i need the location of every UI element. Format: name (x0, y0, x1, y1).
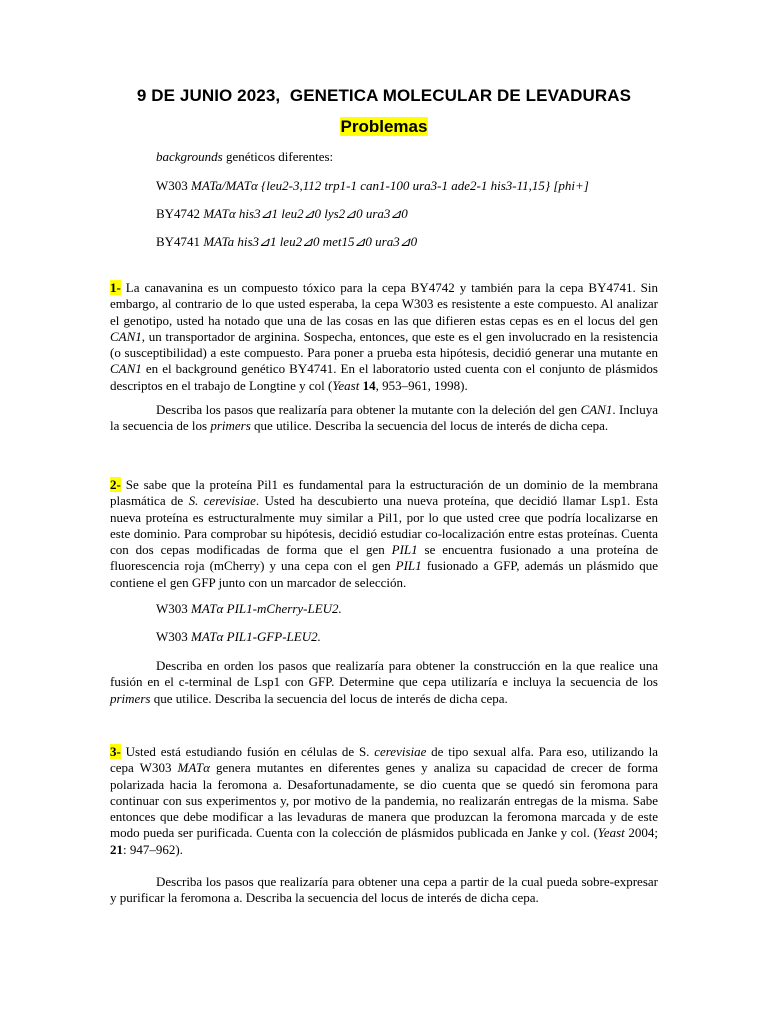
text: Describa en orden los pasos que realizaría para obtener la construcción en la que realice una fusión en el c-terminal de Lsp1 con GFP. Determine que cepa utilizaría e incluya la secuencia de los (110, 658, 658, 690)
mating-type: MATα (177, 760, 210, 776)
problem-3-question (110, 874, 658, 907)
text: La canavanina es un compuesto tóxico para la cepa BY4742 y también para la cepa BY4741. Sin embargo, al contrario de lo que usted esperaba, la cepa W303 es resistente a este compuesto. Al analizar el genotipo, usted ha notado que una de las cosas en las que difieren estas cepas es en el locus del gen (110, 280, 658, 328)
strain-genotype: MATα his3⊿1 leu2⊿0 lys2⊿0 ura3⊿0 (203, 206, 408, 221)
page-subtitle: Problemas (340, 117, 428, 136)
strain-pil1-gfp (156, 629, 321, 645)
strain-genotype: MATα PIL1-GFP-LEU2. (191, 629, 321, 644)
journal-name: Yeast (332, 377, 360, 393)
text: se encuentra fusionado a una proteína de fluorescencia roja (mCherry) y una cepa con el gen (110, 542, 658, 574)
term: primers (210, 418, 251, 434)
strain-w303 (156, 178, 589, 194)
text: genera mutantes en diferentes genes y analiza su capacidad de crecer de forma polarizada hacia la feromona a. Desafortunadamente, se dio cuenta que se quedó sin feromona para continuar con sus experimentos y, por motivo de la pandemia, no realizarán entregas de la misma. Sabe entonces que debe modificar a las levaduras de manera que produzcan la feromona marcada y de este modo pueda ser purificada. Cuenta con la colección de plásmidos publicada en Janke y col. ( (110, 760, 658, 841)
strain-by4742 (156, 206, 408, 222)
strain-genotype: MATa/MATα {leu2-3,112 trp1-1 can1-100 ura3-1 ade2-1 his3-11,15} [phi+] (191, 178, 589, 193)
strain-genotype: MATα PIL1-mCherry-LEU2. (191, 601, 342, 616)
page-title: 9 DE JUNIO 2023, GENETICA MOLECULAR DE LEVADURAS (136, 86, 632, 105)
problem-number: 3- (110, 744, 121, 759)
subtitle-wrap (0, 117, 768, 137)
text: , 953–961, 1998). (375, 377, 468, 393)
journal-name: Yeast (597, 825, 625, 841)
problem-3-statement (110, 744, 658, 858)
text: Describa los pasos que realizaría para obtener la mutante con la deleción del gen (156, 402, 581, 417)
backgrounds-word: backgrounds (156, 149, 223, 164)
species-name: cerevisiae (374, 744, 427, 759)
gene-name: CAN1 (580, 402, 613, 417)
problem-2-question (110, 658, 658, 707)
strain-by4741 (156, 234, 417, 250)
text: Describa los pasos que realizaría para obtener una cepa a partir de la cual pueda sobre-expresar y purificar la feromona a. Describa la secuencia del locus de interés de dicha cepa. (110, 874, 658, 906)
volume: 14 (362, 377, 376, 393)
volume: 21 (110, 841, 123, 857)
text: Se sabe que la proteína Pil1 es fundamental para la estructuración de un dominio de la membrana plasmática de (110, 477, 658, 509)
text: , un transportador de arginina. Sospecha, entonces, que este es el gen involucrado en la resistencia (o susceptibilidad) a este compuesto. Para poner a prueba esta hipótesis, decidió generar una mutante en (110, 328, 658, 361)
strain-genotype: MATa his3⊿1 leu2⊿0 met15⊿0 ura3⊿0 (203, 234, 418, 249)
problem-2-statement (110, 477, 658, 591)
problem-1-question (110, 402, 658, 435)
term: primers (110, 690, 151, 706)
text: fusionado a GFP, además un plásmido que contiene el gen GFP junto con un marcador de selección. (110, 558, 658, 590)
strain-pil1-mcherry (156, 601, 342, 617)
gene-name: CAN1 (110, 328, 142, 344)
strain-name: BY4742 (156, 206, 204, 221)
strain-name: BY4741 (156, 234, 204, 249)
text: 2004; (624, 825, 658, 841)
strain-name: W303 (156, 601, 192, 616)
problem-number: 2- (110, 477, 121, 492)
backgrounds-rest: genéticos diferentes: (222, 149, 334, 164)
text: Usted está estudiando fusión en células de S. (120, 744, 375, 759)
intro-backgrounds-line (156, 149, 333, 165)
strain-name: W303 (156, 629, 192, 644)
species-name: S. cerevisiae (188, 493, 256, 509)
text: de tipo sexual alfa. Para eso, utilizando la cepa W303 (110, 744, 658, 776)
problem-number: 1- (110, 280, 121, 295)
text: que utilice. Describa la secuencia del locus de interés de dicha cepa. (250, 418, 609, 434)
text: . Usted ha descubierto una nueva proteína, que decidió llamar Lsp1. Esta nueva proteína es estructuralmente muy similar a Pil1, por lo que usted cree que podría localizarse en este dominio. Para comprobar su hipótesis, decidió estudiar co-localización entre estas proteínas. Cuenta con dos cepas modificadas de forma que el gen (110, 493, 658, 558)
problem-1-statement (110, 280, 658, 394)
text: que utilice. Describa la secuencia del locus de interés de dicha cepa. (150, 690, 508, 706)
gene-name: PIL1 (391, 542, 418, 558)
text: en el background genético BY4741. En el laboratorio usted cuenta con el conjunto de plásmidos descriptos en el trabajo de Longtine y col ( (110, 361, 658, 393)
strain-name: W303 (156, 178, 192, 193)
gene-name: PIL1 (395, 558, 422, 574)
gene-name: CAN1 (110, 361, 142, 377)
text: : 947–962). (123, 841, 183, 857)
text: . Incluya la secuencia de los (110, 402, 658, 434)
